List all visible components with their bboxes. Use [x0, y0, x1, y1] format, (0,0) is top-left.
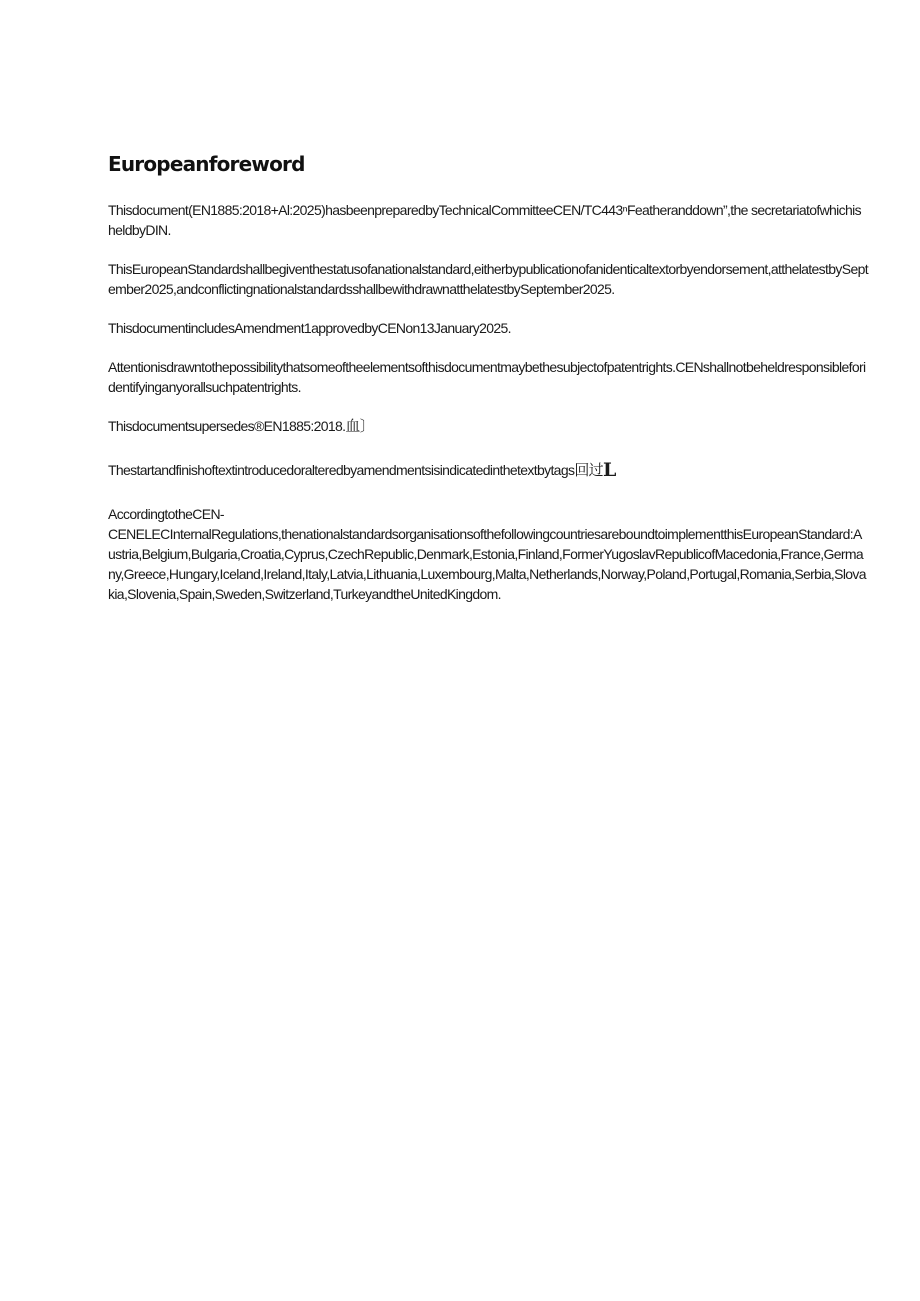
amendment-tags-text: Thestartandfinishoftextintroducedoralteredbyamendmentsisindicatedinthetextbytags — [108, 462, 575, 478]
amendment-tag-mark: L — [603, 459, 616, 481]
document-page — [108, 150, 868, 623]
paragraph-patent-rights: Attentionisdrawntothepossibilitythatsomeoftheelementsofthisdocumentmaybethesubjectofpatentrights.CENshallnotbeheldresponsibleforidentifyinganyorallsuchpatentrights. — [108, 359, 866, 395]
page-title: Europeanforeword — [108, 152, 305, 176]
countries-list-text: CENELECInternalRegulations,thenationalstandardsorganisationsofthefollowingcountriesareboundtoimplementthisEuropeanStandard:Austria,Belgium,Bulgaria,Croatia,Cyprus,CzechRepublic,Denmark,Estonia,Finland,FormerYugoslavRepublicofMacedonia,France,Germany,Greece,Hungary,Iceland,Ireland,Italy,Latvia,Lithuania,Luxembourg,Malta,Netherlands,Norway,Poland,Portugal,Romania,Serbia,Slovakia,Slovenia,Spain,Sweden,Switzerland,TurkeyandtheUnitedKingdom. — [108, 526, 866, 602]
supersedes-text: Thisdocumentsupersedes®EN1885:2018. — [108, 418, 346, 434]
amendment-tag-glyph: 回过 — [574, 461, 604, 479]
countries-intro-line: AccordingtotheCEN- — [108, 506, 224, 522]
paragraph-preparation: Thisdocument(EN1885:2018+Al:2025)hasbeenpreparedbyTechnicalCommitteeCEN/TC443ⁿFeatheranddown”,the secretariatofwhichisheldbyDIN. — [108, 202, 861, 238]
supersedes-tag-glyph: 血〕 — [345, 417, 375, 435]
paragraph-amendment-tags — [108, 460, 868, 480]
paragraph-supersedes — [108, 416, 868, 436]
paragraph-implementing-countries — [108, 504, 868, 604]
paragraph-national-status: ThisEuropeanStandardshallbegiventhestatusofanationalstandard,eitherbypublicationofanidenticaltextorbyendorsement,atthelatestbySeptember2025,andconflictingnationalstandardsshallbewithdrawnatthelatestbySeptember2025. — [108, 261, 868, 297]
paragraph-amendment: ThisdocumentincludesAmendment1approvedbyCENon13January2025. — [108, 320, 511, 336]
